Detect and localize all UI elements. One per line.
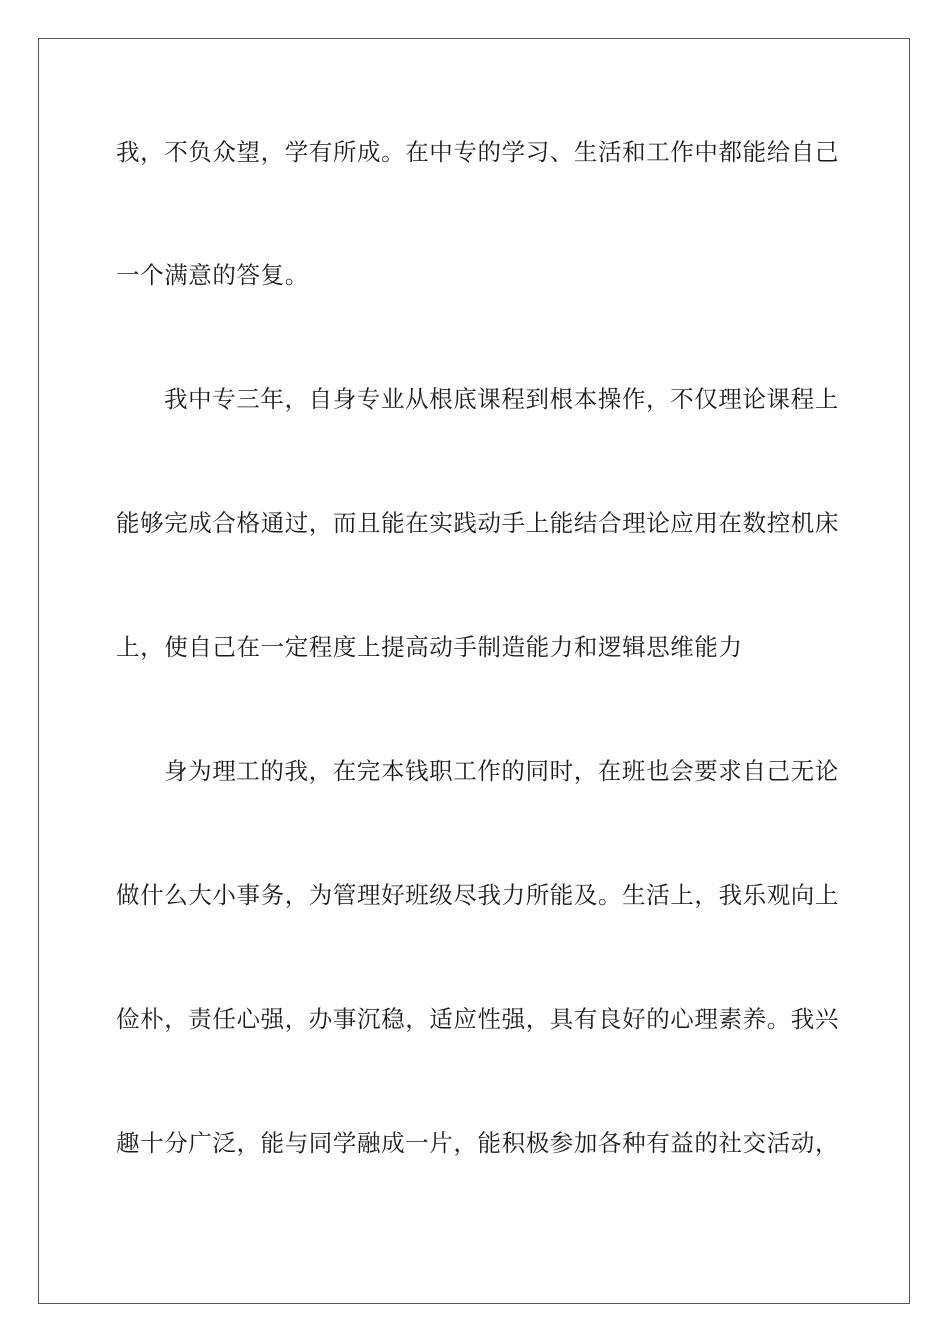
page-border	[38, 38, 910, 1304]
text-line: 上，使自己在一定程度上提高动手制造能力和逻辑思维能力	[116, 633, 743, 661]
text-line: 俭朴，责任心强，办事沉稳，适应性强，具有良好的心理素养。我兴	[116, 1005, 839, 1033]
paragraph-start-line: 我中专三年，自身专业从根底课程到根本操作，不仅理论课程上	[164, 385, 839, 413]
text-line: 我，不负众望，学有所成。在中专的学习、生活和工作中都能给自己	[116, 138, 839, 166]
text-line: 能够完成合格通过，而且能在实践动手上能结合理论应用在数控机床	[116, 509, 839, 537]
text-line: 做什么大小事务，为管理好班级尽我力所能及。生活上，我乐观向上	[116, 881, 839, 909]
text-line: 一个满意的答复。	[116, 261, 309, 289]
text-line: 趣十分广泛，能与同学融成一片，能积极参加各种有益的社交活动，	[116, 1129, 839, 1157]
paragraph-start-line: 身为理工的我，在完本钱职工作的同时，在班也会要求自己无论	[164, 757, 839, 785]
